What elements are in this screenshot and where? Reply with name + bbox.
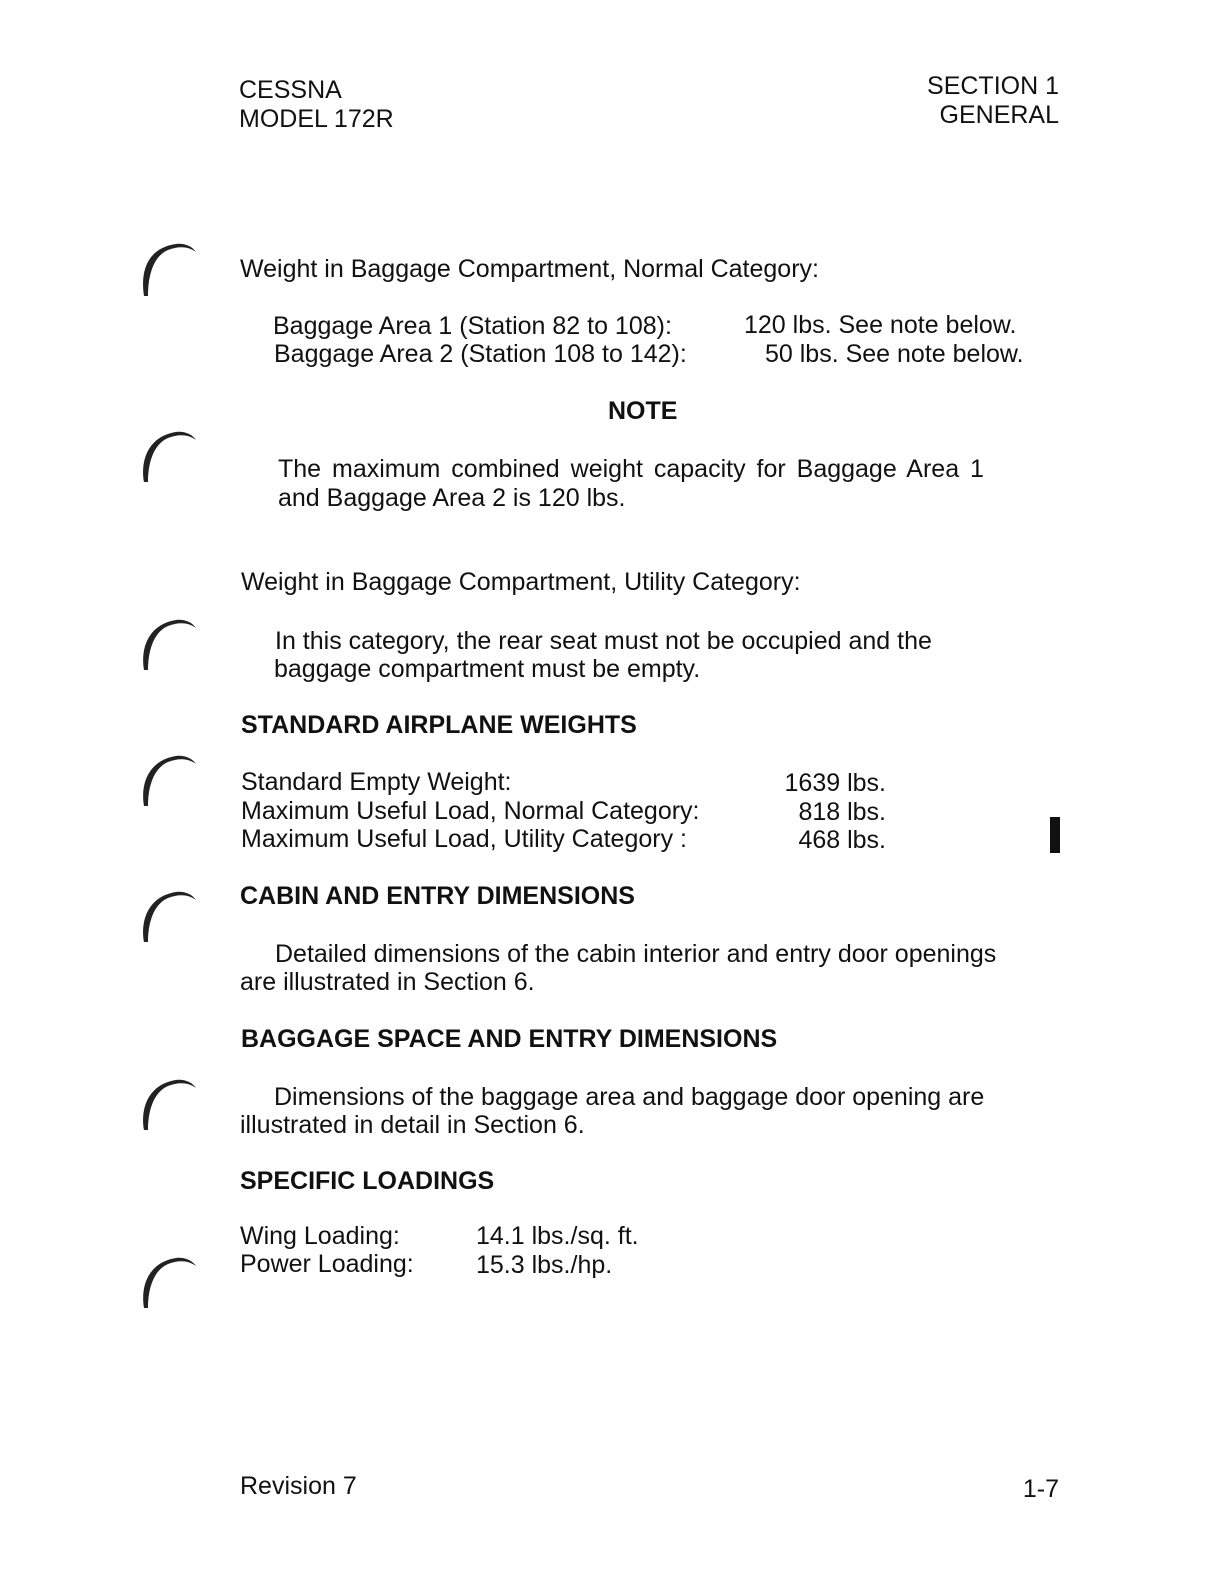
binder-hole-mark — [138, 236, 202, 300]
baggage-area-2-value: 50 lbs. See note below. — [765, 340, 1024, 368]
revision-change-bar — [1050, 817, 1060, 853]
note-title: NOTE — [608, 397, 678, 425]
standard-empty-weight-value: 1639 lbs. — [784, 769, 886, 797]
useful-load-utility-value: 468 lbs. — [798, 826, 886, 854]
binder-hole-mark — [138, 748, 202, 812]
note-line-2: and Baggage Area 2 is 120 lbs. — [278, 484, 626, 512]
useful-load-normal-value: 818 lbs. — [798, 798, 886, 826]
baggage-normal-heading: Weight in Baggage Compartment, Normal Category: — [240, 255, 819, 283]
wing-loading-label: Wing Loading: — [240, 1222, 400, 1250]
baggage-utility-line-1: In this category, the rear seat must not be occupied and the — [275, 627, 932, 655]
power-loading-value: 15.3 lbs./hp. — [476, 1251, 613, 1279]
baggage-area-2-label: Baggage Area 2 (Station 108 to 142): — [274, 340, 687, 368]
baggage-utility-line-2: baggage compartment must be empty. — [274, 655, 701, 683]
power-loading-label: Power Loading: — [240, 1250, 414, 1278]
baggage-area-1-value: 120 lbs. See note below. — [744, 311, 1017, 339]
binder-hole-mark — [138, 1072, 202, 1136]
baggage-space-line-2: illustrated in detail in Section 6. — [240, 1111, 585, 1139]
standard-weights-heading: STANDARD AIRPLANE WEIGHTS — [241, 711, 637, 739]
wing-loading-value: 14.1 lbs./sq. ft. — [476, 1222, 639, 1250]
footer-revision: Revision 7 — [240, 1472, 357, 1500]
header-manufacturer: CESSNA — [239, 76, 342, 104]
baggage-space-heading: BAGGAGE SPACE AND ENTRY DIMENSIONS — [241, 1025, 778, 1053]
note-line-1: The maximum combined weight capacity for Baggage Area 1 — [278, 455, 984, 483]
header-section-title: GENERAL — [939, 101, 1059, 129]
useful-load-utility-label: Maximum Useful Load, Utility Category : — [241, 825, 687, 853]
cabin-dimensions-line-1: Detailed dimensions of the cabin interior and entry door openings — [275, 940, 997, 968]
baggage-area-1-label: Baggage Area 1 (Station 82 to 108): — [273, 312, 672, 340]
cabin-dimensions-line-2: are illustrated in Section 6. — [240, 968, 535, 996]
baggage-space-line-1: Dimensions of the baggage area and baggage door opening are — [274, 1083, 985, 1111]
cabin-dimensions-heading: CABIN AND ENTRY DIMENSIONS — [240, 882, 635, 910]
binder-hole-mark — [138, 612, 202, 676]
binder-hole-mark — [138, 424, 202, 488]
baggage-utility-heading: Weight in Baggage Compartment, Utility Category: — [241, 568, 801, 596]
binder-hole-mark — [138, 1250, 202, 1314]
useful-load-normal-label: Maximum Useful Load, Normal Category: — [241, 797, 700, 825]
specific-loadings-heading: SPECIFIC LOADINGS — [240, 1167, 495, 1195]
header-model: MODEL 172R — [239, 105, 394, 133]
header-section: SECTION 1 — [927, 72, 1059, 100]
standard-empty-weight-label: Standard Empty Weight: — [241, 768, 512, 796]
footer-page-number: 1-7 — [1022, 1475, 1059, 1503]
binder-hole-mark — [138, 884, 202, 948]
